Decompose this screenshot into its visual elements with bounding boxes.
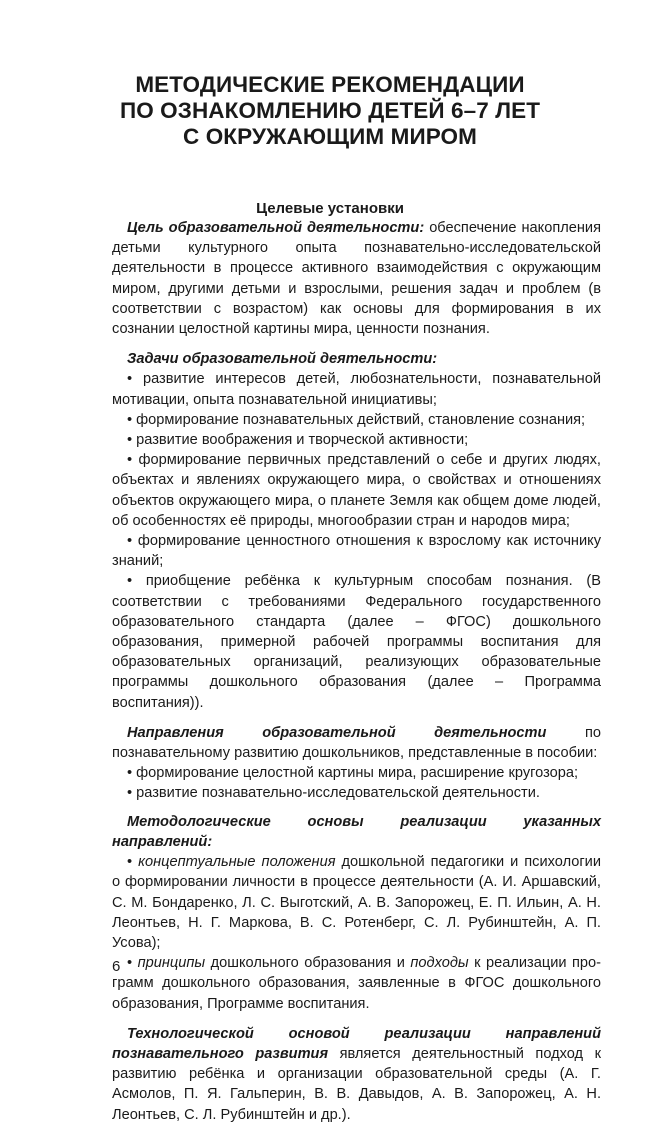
page-number: 6 [112,958,121,975]
directions-paragraph [112,723,601,763]
section-heading: Целевые установки [256,200,404,217]
technology-label: Технологической основой реализации направлений познавательного развития [112,1025,601,1062]
title-line-2: ПО ОЗНАКОМЛЕНИЮ ДЕТЕЙ 6–7 ЛЕТ [119,98,541,123]
tasks-label: Задачи образовательной деятельности: [127,351,438,368]
task-item: • формирование первичных представлений о себе и других людях, объектах и явлениях окружающего мира, о свойствах и отношениях объектов окружающего мира, о планете Земля как общем доме людей, об особенностях её природы, многообразии стран и народов мира; [112,452,601,529]
task-item: • формирование познавательных действий, становление сознания; [127,411,586,428]
technology-paragraph [112,1024,601,1125]
title-line-1: МЕТОДИЧЕСКИЕ РЕКОМЕНДАЦИИ [135,72,525,97]
direction-item: • формирование целостной картины мира, расширение кругозора; [127,765,579,782]
goal-paragraph [112,218,601,339]
page-title [0,72,660,150]
task-item: • развитие воображения и творческой активности; [127,432,469,449]
direction-item: • развитие познавательно-исследовательской деятельности. [127,785,540,802]
methodology-label: Методологические основы реализации указанных направлений: [112,813,601,850]
body-text [112,218,601,1125]
methodology-item: • принципы дошкольного образования и подходы к реализации программ дошкольного образования, заявленные в ФГОС дошкольного образования, Программе воспитания. [112,955,601,1012]
task-item: • приобщение ребёнка к культурным способам познания. (В соответствии с требованиями Федерального государственного образовательного стандарта (далее – ФГОС) дошкольного образования, примерной рабочей программы воспитания для образовательных организаций, реализующих образовательные программы дошкольного образования (далее – Программа воспитания)). [112,573,601,711]
directions-text: по познавательному развитию дошкольников, представленные в пособии: [112,724,602,762]
technology-text: является деятельностный подход к развитию ребёнка и организации образовательной среды (А. Г. Асмолов, П. Я. Гальперин, В. В. Давыдов, А. В. Запорожец, А. Н. Леонтьев, С. Л. Рубинштейн и др.). [112,1045,601,1123]
task-item: • развитие интересов детей, любознательности, познавательной мотивации, опыта познавательной инициативы; [112,371,601,408]
goal-label: Цель образовательной деятельности: [127,220,425,236]
goal-text: обеспечение накопления детьми культурного опыта познавательно-исследовательской деятельности в процессе активного взаимодействия с окружающим миром, другими детьми и взрослыми, решения задач и проблем (в соответствии с возрастом) как основы для формирования в их сознании целостной картины мира, ценности познания. [112,220,601,338]
title-line-3: С ОКРУЖАЮЩИМ МИРОМ [183,124,477,149]
directions-label: Направления образовательной деятельности [127,724,547,741]
task-item: • формирование ценностного отношения к взрослому как источнику знаний; [112,533,601,570]
methodology-item: • концептуальные положения дошкольной педагогики и психологии о формировании личности в процессе деятельности (А. И. Аршавский, С. М. Бондаренко, Л. С. Выготский, А. В. Запорожец, Е. П. Ильин, А. Н. Леонтьев, Н. Г. Маркова, В. С. Ротенберг, С. Л. Рубинштейн, А. П. Усова); [112,854,601,951]
